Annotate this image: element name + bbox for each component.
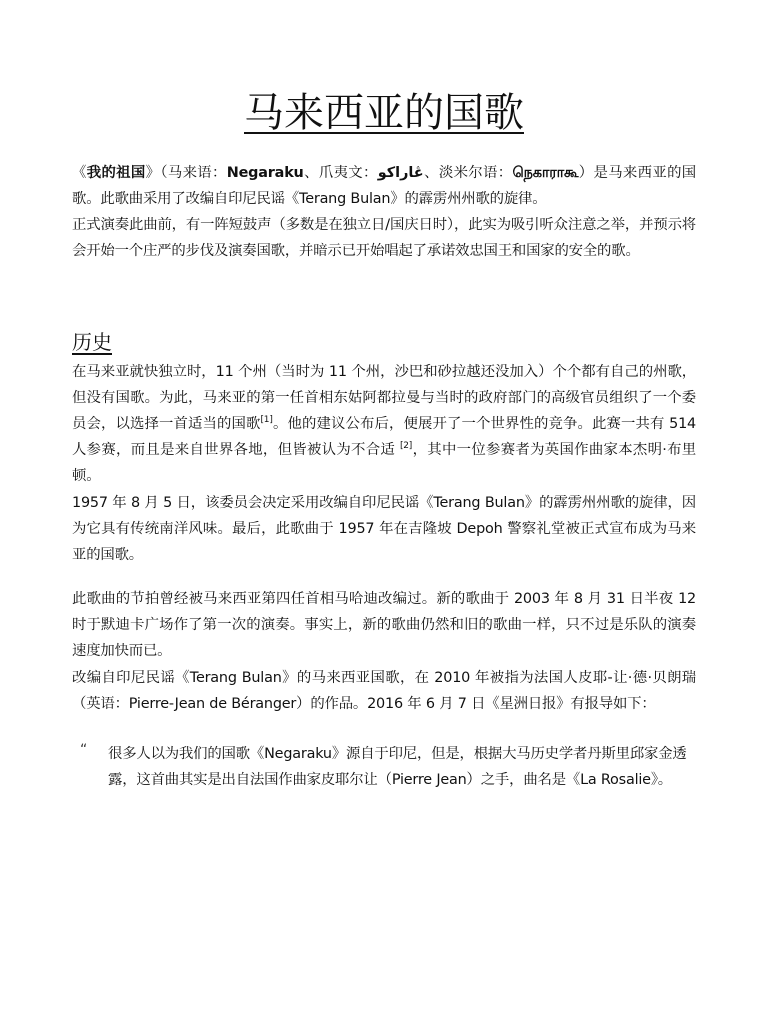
page-title: 马来西亚的国歌 bbox=[244, 90, 524, 136]
intro-paragraph-1 bbox=[72, 160, 696, 212]
jawi-name: ڠاراکو bbox=[377, 165, 424, 181]
tamil-name: நெகாராகூ bbox=[512, 165, 579, 181]
anthem-name: 我的祖国 bbox=[86, 165, 146, 181]
history-text: 在马来亚就快独立时，11 个州（当时为 11 个州，沙巴和砂拉越还没加入）个个都有自己的州歌，但没有国歌。为此，马来亚的第一任首相东姑阿都拉曼与当时的政府部门的高级官员组织了一个委员会，以选择一首适当的国歌 bbox=[72, 364, 696, 432]
reference-link-1[interactable]: [1] bbox=[260, 415, 273, 426]
history-paragraph-3: 此歌曲的节拍曾经被马来西亚第四任首相马哈迪改编过。新的歌曲于 2003 年 8 月 31 日半夜 12 时于默迪卡广场作了第一次的演奏。事实上，新的歌曲仍然和旧的歌曲一样，只不过是乐队的演奏速度加快而已。 bbox=[72, 591, 696, 659]
intro-text: 《 bbox=[72, 165, 87, 181]
history-text: 。他的建议公布后，便展开了一个世界性的竞争。此赛一共有 514 人参赛，而且是来自世界各地，但皆被认为不合适 bbox=[72, 416, 696, 458]
history-paragraph-4: 改编自印尼民谣《Terang Bulan》的马来西亚国歌，在 2010 年被指为法国人皮耶-让·德·贝朗瑞（英语：Pierre-Jean de Béranger）的作品。2016 年 6 月 7 日《星洲日报》有报导如下： bbox=[72, 670, 696, 712]
intro-paragraph-2: 正式演奏此曲前，有一阵短鼓声（多数是在独立日/国庆日时），此实为吸引听众注意之举，并预示将会开始一个庄严的步伐及演奏国歌，并暗示已开始唱起了承诺效忠国王和国家的安全的歌。 bbox=[72, 217, 696, 259]
quote-mark-icon: “ bbox=[80, 742, 88, 758]
intro-text: 》（马来语： bbox=[145, 165, 227, 181]
blockquote: 很多人以为我们的国歌《Negaraku》源自于印尼，但是，根据大马历史学者丹斯里邱家金透露，这首曲其实是出自法国作曲家皮耶尔让（Pierre Jean）之手，曲名是《La Rosalie》。 bbox=[108, 746, 687, 788]
history-paragraph-2: 1957 年 8 月 5 日，该委员会决定采用改编自印尼民谣《Terang Bulan》的霹雳州州歌的旋律，因为它具有传统南洋风味。最后，此歌曲于 1957 年在吉隆坡 Depoh 警察礼堂被正式宣布成为马来亚的国歌。 bbox=[72, 495, 696, 563]
intro-text: 、淡米尔语： bbox=[423, 165, 513, 181]
malay-name: Negaraku bbox=[226, 165, 304, 181]
intro-text: ）是马来西亚的国歌。此歌曲采用了改编自印尼民谣《Terang Bulan》的霹雳州州歌的旋律。 bbox=[72, 165, 696, 207]
history-text: ，其中一位参赛者为英国作曲家本杰明·布里顿。 bbox=[72, 442, 696, 484]
intro-text: 、爪夷文： bbox=[303, 165, 378, 181]
history-paragraph-1 bbox=[72, 359, 696, 489]
reference-link-2[interactable]: [2] bbox=[399, 441, 413, 452]
section-heading-history: 历史 bbox=[72, 330, 112, 354]
